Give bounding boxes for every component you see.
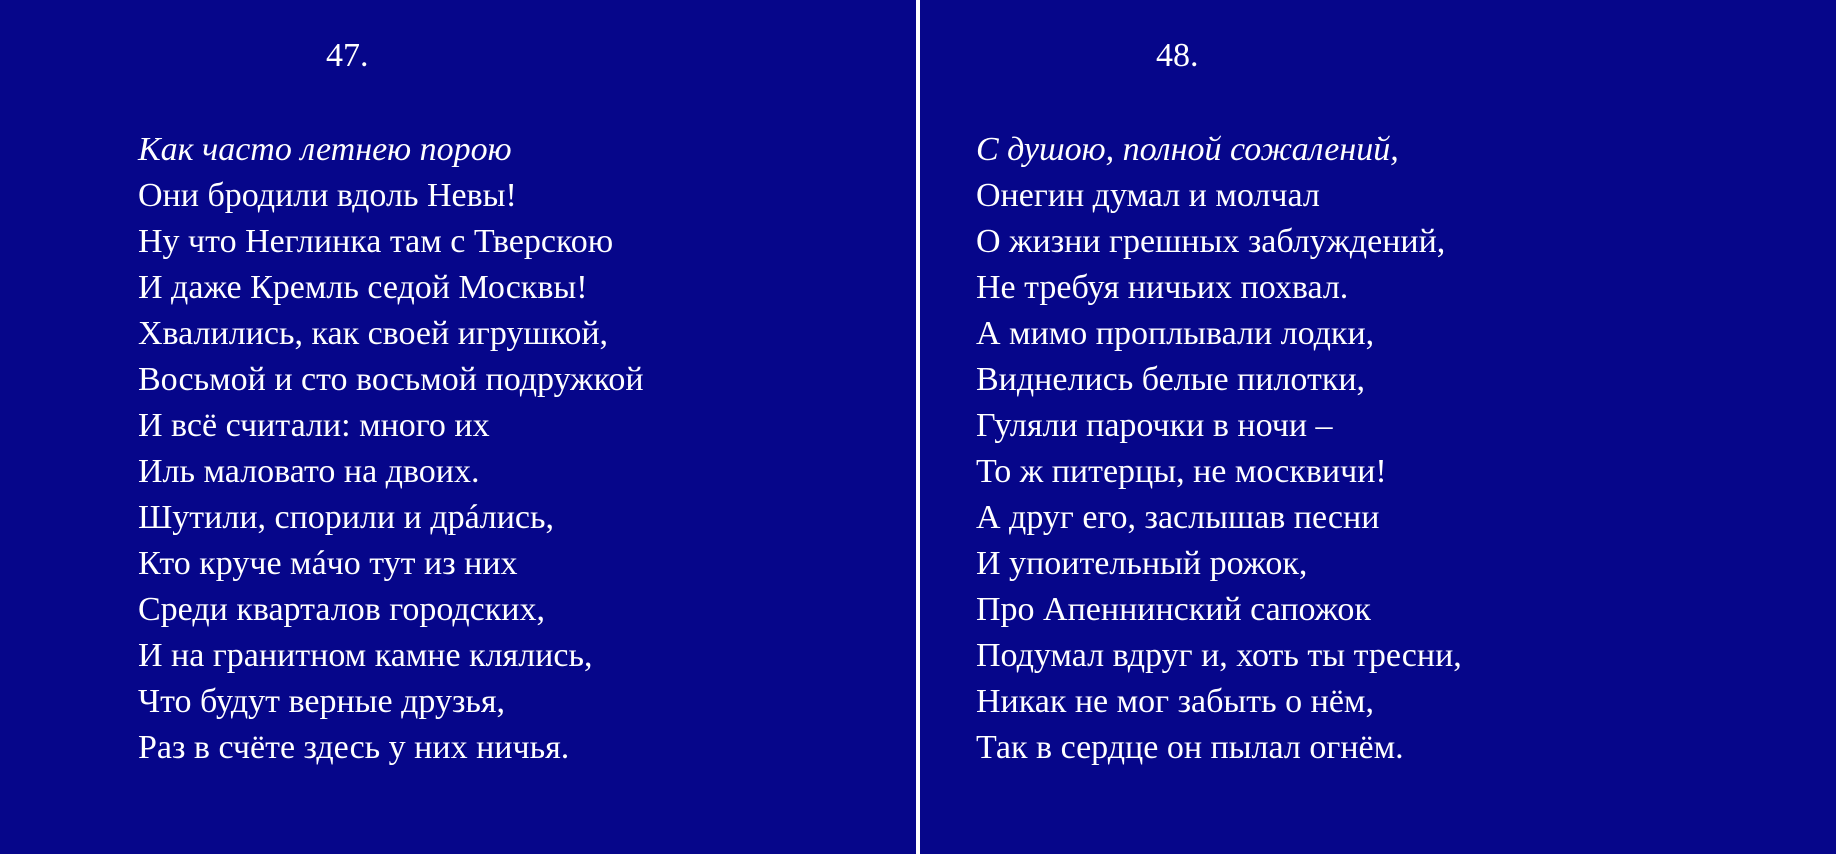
verse-line: Восьмой и сто восьмой подружкой <box>138 361 644 398</box>
verse-line: Они бродили вдоль Невы! <box>138 177 517 214</box>
verse-line: И упоительный рожок, <box>976 545 1308 582</box>
stanza-number: 47. <box>326 37 369 74</box>
verse-line: И даже Кремль седой Москвы! <box>138 269 588 306</box>
verse-line: Среди кварталов городских, <box>138 591 545 628</box>
verse-line: Подумал вдруг и, хоть ты тресни, <box>976 637 1462 674</box>
verse-line: Хвалились, как своей игрушкой, <box>138 315 609 352</box>
stanza-text <box>138 127 644 771</box>
verse-line: И всё считали: много их <box>138 407 490 444</box>
verse-line: Про Апеннинский сапожок <box>976 591 1371 628</box>
verse-line: Как часто летнею порою <box>138 131 512 168</box>
verse-line: Виднелись белые пилотки, <box>976 361 1366 398</box>
verse-line: Что будут верные друзья, <box>138 683 506 720</box>
verse-line: Раз в счёте здесь у них ничья. <box>138 729 570 766</box>
verse-line: О жизни грешных заблуждений, <box>976 223 1446 260</box>
verse-line: А друг его, заслышав песни <box>976 499 1380 536</box>
verse-line: Шутили, спорили и дрáлись, <box>138 499 555 536</box>
verse-line: Онегин думал и молчал <box>976 177 1320 214</box>
verse-line: Не требуя ничьих похвал. <box>976 269 1349 306</box>
verse-line: Кто круче мáчо тут из них <box>138 545 518 582</box>
verse-line: Гуляли парочки в ночи – <box>976 407 1333 444</box>
left-page <box>0 0 916 854</box>
verse-line: То ж питерцы, не москвичи! <box>976 453 1387 490</box>
verse-line: Так в сердце он пылал огнём. <box>976 729 1404 766</box>
verse-line: Иль маловато на двоих. <box>138 453 480 490</box>
verse-line: А мимо проплывали лодки, <box>976 315 1375 352</box>
verse-line: Ну что Неглинка там с Тверскою <box>138 223 614 260</box>
verse-line: С душою, полной сожалений, <box>976 131 1399 168</box>
verse-line: Никак не мог забыть о нём, <box>976 683 1374 720</box>
stanza-number: 48. <box>1156 37 1199 74</box>
verse-line: И на гранитном камне клялись, <box>138 637 593 674</box>
right-page <box>920 0 1836 854</box>
stanza-text <box>976 127 1462 771</box>
